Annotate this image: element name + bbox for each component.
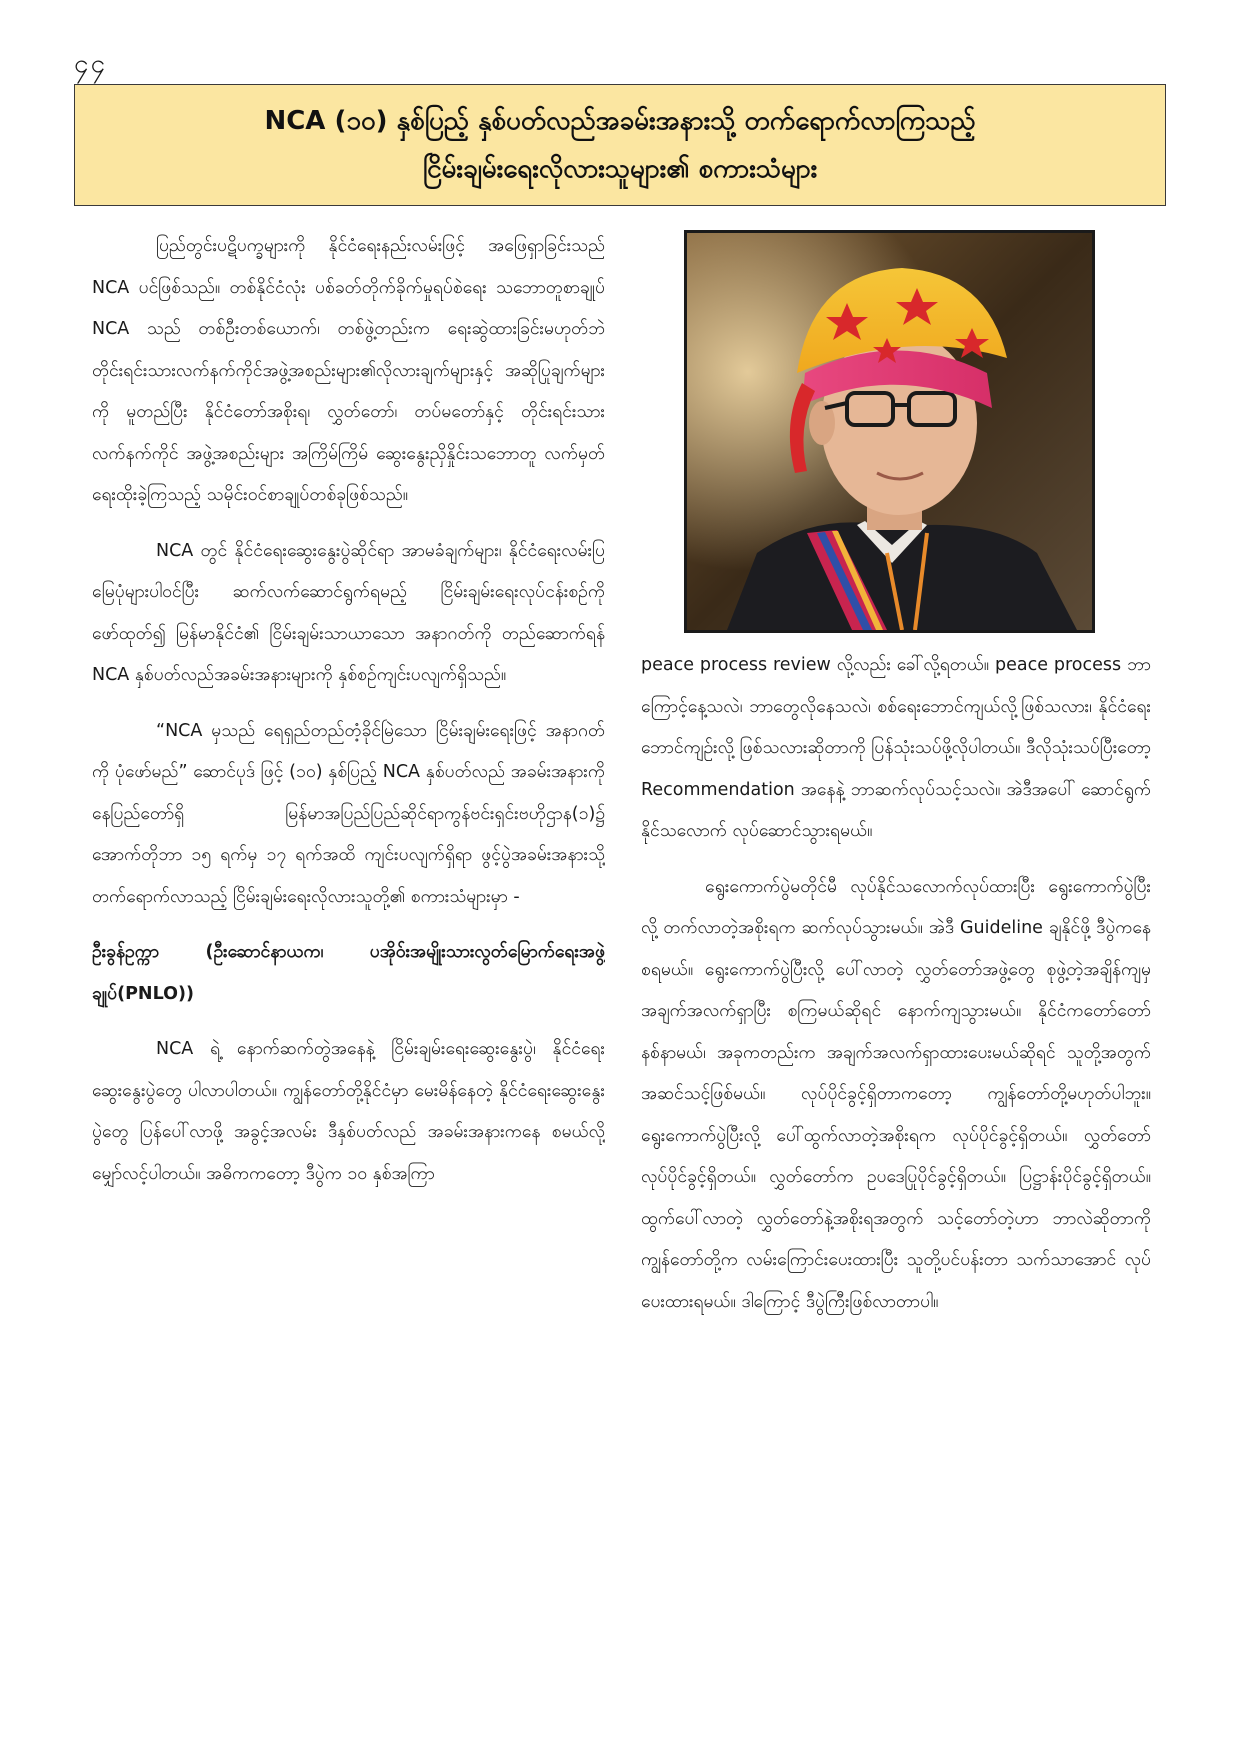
- body-paragraph: NCA တွင် နိုင်ငံရေးဆွေးနွေးပွဲဆိုင်ရာ အာမခံချက်များ၊ နိုင်ငံရေးလမ်းပြမြေပုံများပါဝင်ပြီး ဆက်လက်ဆောင်ရွက်ရမည့် ငြိမ်းချမ်းရေးလုပ်ငန်းစဉ်ကို ဖော်ထုတ်၍ မြန်မာနိုင်ငံ၏ ငြိမ်းချမ်းသာယာသော အနာဂတ်ကို တည်ဆောက်ရန် NCA နှစ်ပတ်လည်အခမ်းအနားများကို နှစ်စဉ်ကျင်းပလျက်ရှိသည်။: [92, 540, 605, 685]
- portrait-photo: [684, 230, 1095, 633]
- speaker-paragraph: NCA ရဲ့ နောက်ဆက်တွဲအနေနဲ့ ငြိမ်းချမ်းရေးဆွေးနွေးပွဲ၊ နိုင်ငံရေးဆွေးနွေးပွဲတွေ ပါလာပါတယ်။ ကျွန်တော်တို့နိုင်ငံမှာ မေးမိန်နေတဲ့ နိုင်ငံရေးဆွေးနွေးပွဲတွေ ပြန်ပေါ်လာဖို့ အခွင့်အလမ်း ဒီနှစ်ပတ်လည် အခမ်းအနားကနေ စမယ်လို့ မျှော်လင့်ပါတယ်။ အဓိကကတော့ ဒီပွဲက ၁၀ နှစ်အကြာ: [92, 1039, 605, 1184]
- article-title-line-2: ငြိမ်းချမ်းရေးလိုလားသူများ၏ စကားသံများ: [422, 154, 818, 184]
- body-paragraph: “NCA မှသည် ရေရှည်တည်တံ့ခိုင်မြဲသော ငြိမ်းချမ်းရေးဖြင့် အနာဂတ်ကို ပုံဖော်မည်” ဆောင်ပုဒ် ဖြင့် (၁၀) နှစ်ပြည့် NCA နှစ်ပတ်လည် အခမ်းအနားကို နေပြည်တော်ရှိ မြန်မာအပြည်ပြည်ဆိုင်ရာကွန်ဗင်းရှင်းဗဟိုဌာန(၁)၌ အောက်တိုဘာ ၁၅ ရက်မှ ၁၇ ရက်အထိ ကျင်းပလျက်ရှိရာ ဖွင့်ပွဲအခမ်းအနားသို့ တက်ရောက်လာသည့် ငြိမ်းချမ်းရေးလိုလားသူတို့၏ စကားသံများမှာ -: [92, 720, 605, 907]
- left-column: [92, 226, 605, 1646]
- body-paragraph: ပြည်တွင်းပဋိပက္ခများကို နိုင်ငံရေးနည်းလမ်းဖြင့် အဖြေရှာခြင်းသည် NCA ပင်ဖြစ်သည်။ တစ်နိုင်ငံလုံး ပစ်ခတ်တိုက်ခိုက်မှုရပ်စဲရေး သဘောတူစာချုပ် NCA သည် တစ်ဦးတစ်ယောက်၊ တစ်ဖွဲ့တည်းက ရေးဆွဲထားခြင်းမဟုတ်ဘဲ တိုင်းရင်းသားလက်နက်ကိုင်အဖွဲ့အစည်းများ၏လိုလားချက်များနှင့် အဆိုပြုချက်များကို မူတည်ပြီး နိုင်ငံတော်အစိုးရ၊ လွှတ်တော်၊ တပ်မတော်နှင့် တိုင်းရင်းသားလက်နက်ကိုင် အဖွဲ့အစည်းများ အကြိမ်ကြိမ် ဆွေးနွေးညှိနှိုင်းသဘောတူ လက်မှတ်ရေးထိုးခဲ့ကြသည့် သမိုင်းဝင်စာချုပ်တစ်ခုဖြစ်သည်။: [92, 236, 605, 505]
- body-paragraph: ရွေးကောက်ပွဲမတိုင်မီ လုပ်နိုင်သလောက်လုပ်ထားပြီး ရွေးကောက်ပွဲပြီးလို့ တက်လာတဲ့အစိုးရက ဆက်လုပ်သွားမယ်။ အဲဒီ Guideline ချနိုင်ဖို့ ဒီပွဲကနေစရမယ်။ ရွေးကောက်ပွဲပြီးလို့ ပေါ်လာတဲ့ လွှတ်တော်အဖွဲ့တွေ စုဖွဲ့တဲ့အချိန်ကျမှ အချက်အလက်ရှာပြီး စကြမယ်ဆိုရင် နောက်ကျသွားမယ်။ နိုင်ငံကတော်တော်နစ်နာမယ်၊ အခုကတည်းက အချက်အလက်ရှာထားပေးမယ်ဆိုရင် သူတို့အတွက် အဆင်သင့်ဖြစ်မယ်။ လုပ်ပိုင်ခွင့်ရှိတာကတော့ ကျွန်တော်တို့မဟုတ်ပါဘူး။ ရွေးကောက်ပွဲပြီးလို့ ပေါ်ထွက်လာတဲ့အစိုးရက လုပ်ပိုင်ခွင့်ရှိတယ်။ လွှတ်တော်လုပ်ပိုင်ခွင့်ရှိတယ်။ လွှတ်တော်က ဥပဒေပြုပိုင်ခွင့်ရှိတယ်။ ပြဋ္ဌာန်းပိုင်ခွင့်ရှိတယ်။ ထွက်ပေါ်လာတဲ့ လွှတ်တော်နဲ့အစိုးရအတွက် သင့်တော်တဲ့ဟာ ဘာလဲဆိုတာကို ကျွန်တော်တို့က လမ်းကြောင်းပေးထားပြီး သူတို့ပင်ပန်းတာ သက်သာအောင် လုပ်ပေးထားရမယ်။ ဒါကြောင့် ဒီပွဲကြီးဖြစ်လာတာပါ။: [641, 876, 1151, 1312]
- right-column: [641, 645, 1151, 1645]
- page-number: ၄၄: [74, 49, 108, 79]
- article-title-box: [74, 84, 1166, 206]
- article-title-line-1: NCA (၁၀) နှစ်ပြည့် နှစ်ပတ်လည်အခမ်းအနားသို့ တက်ရောက်လာကြသည့်: [264, 106, 976, 136]
- body-paragraph: peace process review လို့လည်း ခေါ်လို့ရတယ်။ peace process ဘာကြောင့်နေ့သလဲ၊ ဘာတွေလိုနေသလဲ၊ စစ်ရေးဘောင်ကျယ်လို့ဖြစ်သလား၊ နိုင်ငံရေးဘောင်ကျဉ်းလို့ ဖြစ်သလားဆိုတာကို ပြန်သုံးသပ်ဖို့လိုပါတယ်။ ဒီလိုသုံးသပ်ပြီးတော့ Recommendation အနေနဲ့ ဘာဆက်လုပ်သင့်သလဲ။ အဲဒီအပေါ် ဆောင်ရွက်နိုင်သလောက် လုပ်ဆောင်သွားရမယ်။: [641, 655, 1151, 841]
- speaker-heading: ဦးခွန်ဥက္ကာ (ဦးဆောင်နာယက၊ ပအိုဝ်းအမျိုးသားလွတ်မြောက်ရေးအဖွဲ့ချုပ်(PNLO)): [92, 942, 605, 1004]
